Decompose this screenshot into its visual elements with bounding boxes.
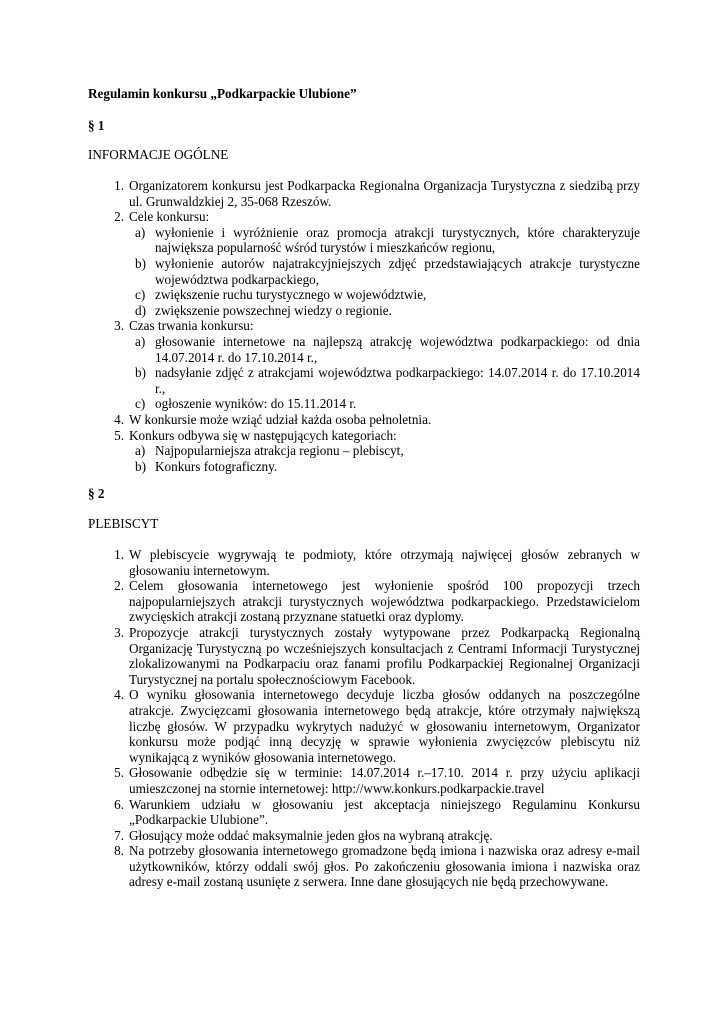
list-item [106, 578, 640, 625]
item-number: 6. [114, 796, 124, 812]
list-item [106, 209, 640, 318]
subitem-text: ogłoszenie wyników: do 15.11.2014 r. [155, 396, 357, 412]
subitem-letter: c) [135, 287, 146, 303]
sublist-item [135, 396, 640, 412]
subitem-text: zwiększenie ruchu turystycznego w województwie, [155, 287, 427, 303]
item-number: 4. [114, 411, 124, 427]
subitem-letter: b) [135, 255, 146, 271]
sublist [135, 334, 640, 412]
list-item [106, 625, 640, 687]
item-number: 1. [114, 178, 124, 193]
item-text: Na potrzeby głosowania internetowego gromadzone będą imiona i nazwiska oraz adresy e-mail użytkowników, którzy oddali swój głos. Po zakończeniu głosowania imiona i nazwiska oraz adresy e-mail zostaną usunięte z serwera. Inne dane głosujących nie będą przechowywane. [129, 843, 640, 890]
sublist-item [135, 459, 640, 475]
item-number: 3. [114, 624, 124, 640]
sublist-item [135, 303, 640, 319]
sublist-item [135, 443, 640, 459]
list-item [106, 828, 640, 844]
subitem-letter: d) [135, 302, 146, 318]
subitem-text: Najpopularniejsza atrakcja regionu – plebiscyt, [155, 443, 404, 459]
subitem-text: nadsyłanie zdjęć z atrakcjami województwa podkarpackiego: 14.07.2014 r. do 17.10.2014 r., [155, 365, 640, 396]
list-item [106, 178, 640, 209]
document-title: Regulamin konkursu „Podkarpackie Ulubione” [88, 86, 357, 101]
item-text: Głosujący może oddać maksymalnie jeden głos na wybraną atrakcję. [129, 827, 493, 843]
section-1-heading: INFORMACJE OGÓLNE [88, 147, 229, 162]
list-item [106, 547, 640, 578]
section-2-mark: § 2 [88, 486, 105, 501]
subitem-letter: a) [135, 333, 146, 349]
item-text: W konkursie może wziąć udział każda osoba pełnoletnia. [129, 411, 432, 427]
item-number: 2. [114, 209, 124, 225]
item-text: Czas trwania konkursu: [129, 318, 254, 334]
subitem-text: zwiększenie powszechnej wiedzy o regionie. [155, 302, 392, 318]
item-text: Organizatorem konkursu jest Podkarpacka Regionalna Organizacja Turystyczna z siedzibą przy ul. Grunwaldzkiej 2, 35-068 Rzeszów. [129, 178, 640, 209]
section-1-list [106, 178, 640, 474]
item-number: 7. [114, 827, 124, 843]
subitem-text: wyłonienie i wyróżnienie oraz promocja atrakcji turystycznych, które charakteryzuje największa popularność wśród turystów i mieszkańców regionu, [155, 224, 640, 256]
section-2-heading: PLEBISCYT [88, 516, 159, 531]
item-text: O wyniku głosowania internetowego decyduje liczba głosów oddanych na poszczególne atrakcje. Zwycięzcami głosowania internetowego będą atrakcje, które otrzymały największą liczbę głosów. W przypadku wykrytych nadużyć w głosowaniu internetowym, Organizator konkursu może podjąć inną decyzję w sprawie wyłonienia zwycięzców plebiscytu niż wynikającą z wyników głosowania internetowego. [129, 687, 640, 765]
sublist-item [135, 256, 640, 287]
list-item [106, 843, 640, 890]
list-item [106, 428, 640, 475]
list-item [106, 797, 640, 828]
subitem-letter: a) [135, 224, 146, 240]
item-number: 4. [114, 687, 124, 703]
subitem-letter: b) [135, 365, 146, 381]
subitem-letter: c) [135, 396, 146, 412]
sublist [135, 225, 640, 319]
sublist-item [135, 334, 640, 365]
sublist-item [135, 365, 640, 396]
item-text: W plebiscycie wygrywają te podmioty, które otrzymają najwięcej głosów zebranych w głosowaniu internetowym. [129, 547, 640, 578]
item-text: Celem głosowania internetowego jest wyłonienie spośród 100 propozycji trzech najpopularniejszych atrakcji turystycznych województwa podkarpackiego. Przedstawicielom zwycięskich atrakcji zostaną przyznane statuetki oraz dyplomy. [129, 578, 640, 625]
subitem-letter: a) [135, 443, 146, 459]
subitem-text: Konkurs fotograficzny. [155, 458, 278, 474]
item-text: Cele konkursu: [129, 209, 210, 225]
item-number: 5. [114, 765, 124, 781]
subitem-text: głosowanie internetowe na najlepszą atrakcję województwa podkarpackiego: od dnia 14.07.2014 r. do 17.10.2014 r., [155, 333, 640, 365]
section-2-list [106, 547, 640, 890]
sublist [135, 443, 640, 474]
subitem-text: wyłonienie autorów najatrakcyjniejszych zdjęć przedstawiających atrakcje turystyczne województwa podkarpackiego, [155, 255, 640, 287]
item-number: 2. [114, 578, 124, 594]
item-number: 8. [114, 843, 124, 859]
sublist-item [135, 225, 640, 256]
item-text: Konkurs odbywa się w następujących kategoriach: [129, 427, 397, 443]
item-text: Propozycje atrakcji turystycznych zostały wytypowane przez Podkarpacką Regionalną Organizację Turystyczną po wcześniejszych konsultacjach z Centrami Informacji Turystycznej zlokalizowanymi na Podkarpaciu oraz fanami profilu Podkarpackiej Regionalnej Organizacji Turystycznej na portalu społecznościowym Facebook. [129, 624, 640, 687]
item-text: Warunkiem udziału w głosowaniu jest akceptacja niniejszego Regulaminu Konkursu „Podkarpackie Ulubione”. [129, 796, 640, 828]
list-item [106, 318, 640, 412]
item-number: 1. [114, 547, 124, 562]
item-number: 5. [114, 427, 124, 443]
subitem-letter: b) [135, 458, 146, 474]
section-1-mark: § 1 [88, 118, 105, 133]
sublist-item [135, 287, 640, 303]
list-item [106, 687, 640, 765]
list-item [106, 765, 640, 796]
list-item [106, 412, 640, 428]
item-text: Głosowanie odbędzie się w terminie: 14.07.2014 r.–17.10. 2014 r. przy użyciu aplikacji umieszczonej na stornie internetowej: http://www.konkurs.podkarpackie.travel [129, 765, 640, 796]
item-number: 3. [114, 318, 124, 334]
